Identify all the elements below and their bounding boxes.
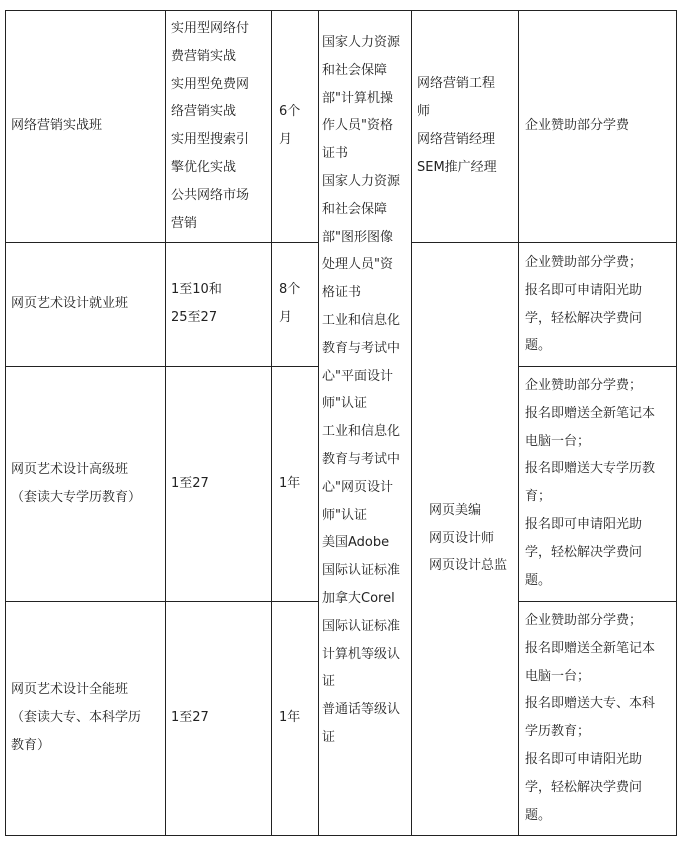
content-line: 1至27 bbox=[171, 475, 209, 491]
content-line: 1至27 bbox=[171, 710, 209, 726]
certificate-line: 和社会保障 bbox=[322, 62, 388, 78]
course-name: 网页艺术设计就业班 bbox=[11, 296, 129, 312]
benefit-line: 题。 bbox=[525, 807, 552, 823]
certificate-line: 国家人力资源 bbox=[322, 35, 401, 50]
course-content-cell bbox=[171, 242, 269, 366]
benefit-line: 报名即可申请阳光助 bbox=[525, 282, 643, 298]
duration-cell bbox=[279, 10, 317, 242]
content-line: 公共网络市场 bbox=[171, 187, 250, 203]
certificate-line: 证书 bbox=[322, 146, 349, 162]
duration-line: 1年 bbox=[279, 475, 301, 491]
column-divider bbox=[5, 10, 6, 836]
content-line: 络营销实战 bbox=[171, 104, 237, 120]
certificate-line: 心"网页设计 bbox=[322, 479, 393, 495]
benefits-cell bbox=[525, 10, 675, 242]
benefit-line: 报名即赠送全新笔记本 bbox=[525, 405, 656, 421]
duration-cell bbox=[279, 242, 317, 366]
course-name: 网络营销实战班 bbox=[11, 118, 103, 134]
certificate-line: 国家人力资源 bbox=[322, 173, 401, 189]
certificate-line: 部"计算机操 bbox=[322, 90, 393, 106]
certificate-line: 证 bbox=[322, 729, 336, 745]
column-divider bbox=[518, 10, 519, 836]
certificate-line: 格证书 bbox=[322, 285, 362, 301]
benefit-line: 学，轻松解决学费问 bbox=[525, 310, 643, 326]
job-line: SEM推广经理 bbox=[417, 159, 497, 175]
benefit-line: 报名即赠送全新笔记本 bbox=[525, 640, 656, 656]
course-content-cell bbox=[171, 15, 269, 237]
certificate-line: 国际认证标准 bbox=[322, 563, 401, 579]
duration-line: 月 bbox=[279, 132, 293, 147]
benefit-line: 报名即赠送大专、本科 bbox=[525, 696, 656, 712]
column-divider bbox=[411, 10, 412, 836]
duration-line: 6个 bbox=[279, 104, 301, 120]
benefit-line: 题。 bbox=[525, 338, 552, 354]
certificate-line: 师"认证 bbox=[322, 396, 367, 412]
course-name: 网页艺术设计全能班 bbox=[11, 682, 129, 698]
certificate-line: 和社会保障 bbox=[322, 201, 388, 217]
certificate-line: 部"图形图像 bbox=[322, 229, 393, 245]
benefit-line: 报名即赠送大专学历教 bbox=[525, 461, 656, 477]
course-name: 网页艺术设计高级班 bbox=[11, 461, 129, 477]
benefit-line: 企业赞助部分学费； bbox=[525, 613, 643, 628]
column-divider bbox=[165, 10, 166, 836]
duration-line: 1年 bbox=[279, 710, 301, 726]
certificate-line: 师"认证 bbox=[322, 507, 367, 523]
benefit-line: 题。 bbox=[525, 572, 552, 588]
certificate-line: 工业和信息化 bbox=[322, 312, 401, 328]
benefits-cell bbox=[525, 249, 675, 360]
row-divider bbox=[518, 366, 676, 367]
benefit-line: 企业赞助部分学费 bbox=[525, 118, 630, 134]
content-line: 实用型网络付 bbox=[171, 21, 250, 36]
course-name-cell bbox=[11, 242, 161, 366]
content-line: 擎优化实战 bbox=[171, 159, 237, 175]
job-line: 网页设计总监 bbox=[429, 558, 508, 574]
course-name: （套读大专、本科学历 bbox=[11, 710, 142, 726]
job-line: 网页设计师 bbox=[429, 530, 495, 546]
certificate-line: 作人员"资格 bbox=[322, 118, 393, 134]
benefits-cell bbox=[525, 607, 675, 829]
certificate-line: 国际认证标准 bbox=[322, 618, 401, 634]
certificate-line: 工业和信息化 bbox=[322, 424, 401, 440]
certificate-line: 教育与考试中 bbox=[322, 340, 401, 356]
content-line: 实用型搜索引 bbox=[171, 132, 250, 148]
content-line: 1至10和 bbox=[171, 282, 222, 298]
job-line: 网络营销工程 bbox=[417, 76, 496, 92]
row-divider bbox=[518, 601, 676, 602]
content-line: 营销 bbox=[171, 215, 198, 231]
course-name-cell bbox=[11, 601, 161, 835]
course-name: （套读大专学历教育） bbox=[11, 489, 142, 505]
course-content-cell bbox=[171, 366, 269, 601]
benefits-cell bbox=[525, 372, 675, 594]
certificate-line: 计算机等级认 bbox=[322, 646, 401, 662]
course-content-cell bbox=[171, 601, 269, 835]
certificate-line: 心"平面设计 bbox=[322, 368, 393, 384]
benefit-line: 企业赞助部分学费； bbox=[525, 378, 643, 393]
certificate-line: 普通话等级认 bbox=[322, 702, 401, 718]
benefit-line: 电脑一台； bbox=[525, 433, 591, 449]
job-line: 师 bbox=[417, 104, 431, 120]
course-name-cell bbox=[11, 366, 161, 601]
job-line: 网络营销经理 bbox=[417, 132, 496, 147]
duration-line: 8个 bbox=[279, 282, 301, 298]
benefit-line: 报名即可申请阳光助 bbox=[525, 516, 643, 532]
duration-cell bbox=[279, 601, 317, 835]
benefit-line: 报名即可申请阳光助 bbox=[525, 751, 643, 767]
benefit-line: 企业赞助部分学费； bbox=[525, 255, 643, 270]
certificate-line: 美国Adobe bbox=[322, 535, 390, 551]
benefit-line: 学，轻松解决学费问 bbox=[525, 779, 643, 795]
duration-cell bbox=[279, 366, 317, 601]
certificate-line: 证 bbox=[322, 674, 336, 690]
benefit-line: 学，轻松解决学费问 bbox=[525, 544, 643, 560]
content-line: 25至27 bbox=[171, 310, 218, 325]
certificate-line: 处理人员"资 bbox=[322, 257, 393, 273]
course-name: 教育） bbox=[11, 737, 51, 753]
benefit-line: 电脑一台； bbox=[525, 668, 591, 684]
jobs-design-cell bbox=[429, 242, 517, 835]
column-divider bbox=[271, 10, 272, 836]
benefit-line: 育； bbox=[525, 489, 552, 505]
content-line: 实用型免费网 bbox=[171, 76, 250, 92]
duration-line: 月 bbox=[279, 310, 293, 325]
course-name-cell bbox=[11, 10, 161, 242]
column-divider bbox=[318, 10, 319, 836]
content-line: 费营销实战 bbox=[171, 48, 237, 64]
certificate-line: 教育与考试中 bbox=[322, 451, 401, 467]
certificates-cell bbox=[322, 29, 410, 752]
certificate-line: 加拿大Corel bbox=[322, 590, 395, 606]
job-line: 网页美编 bbox=[429, 502, 482, 518]
jobs-marketing-cell bbox=[417, 10, 517, 242]
column-divider bbox=[676, 10, 677, 836]
row-divider bbox=[5, 835, 676, 836]
benefit-line: 学历教育； bbox=[525, 724, 591, 740]
